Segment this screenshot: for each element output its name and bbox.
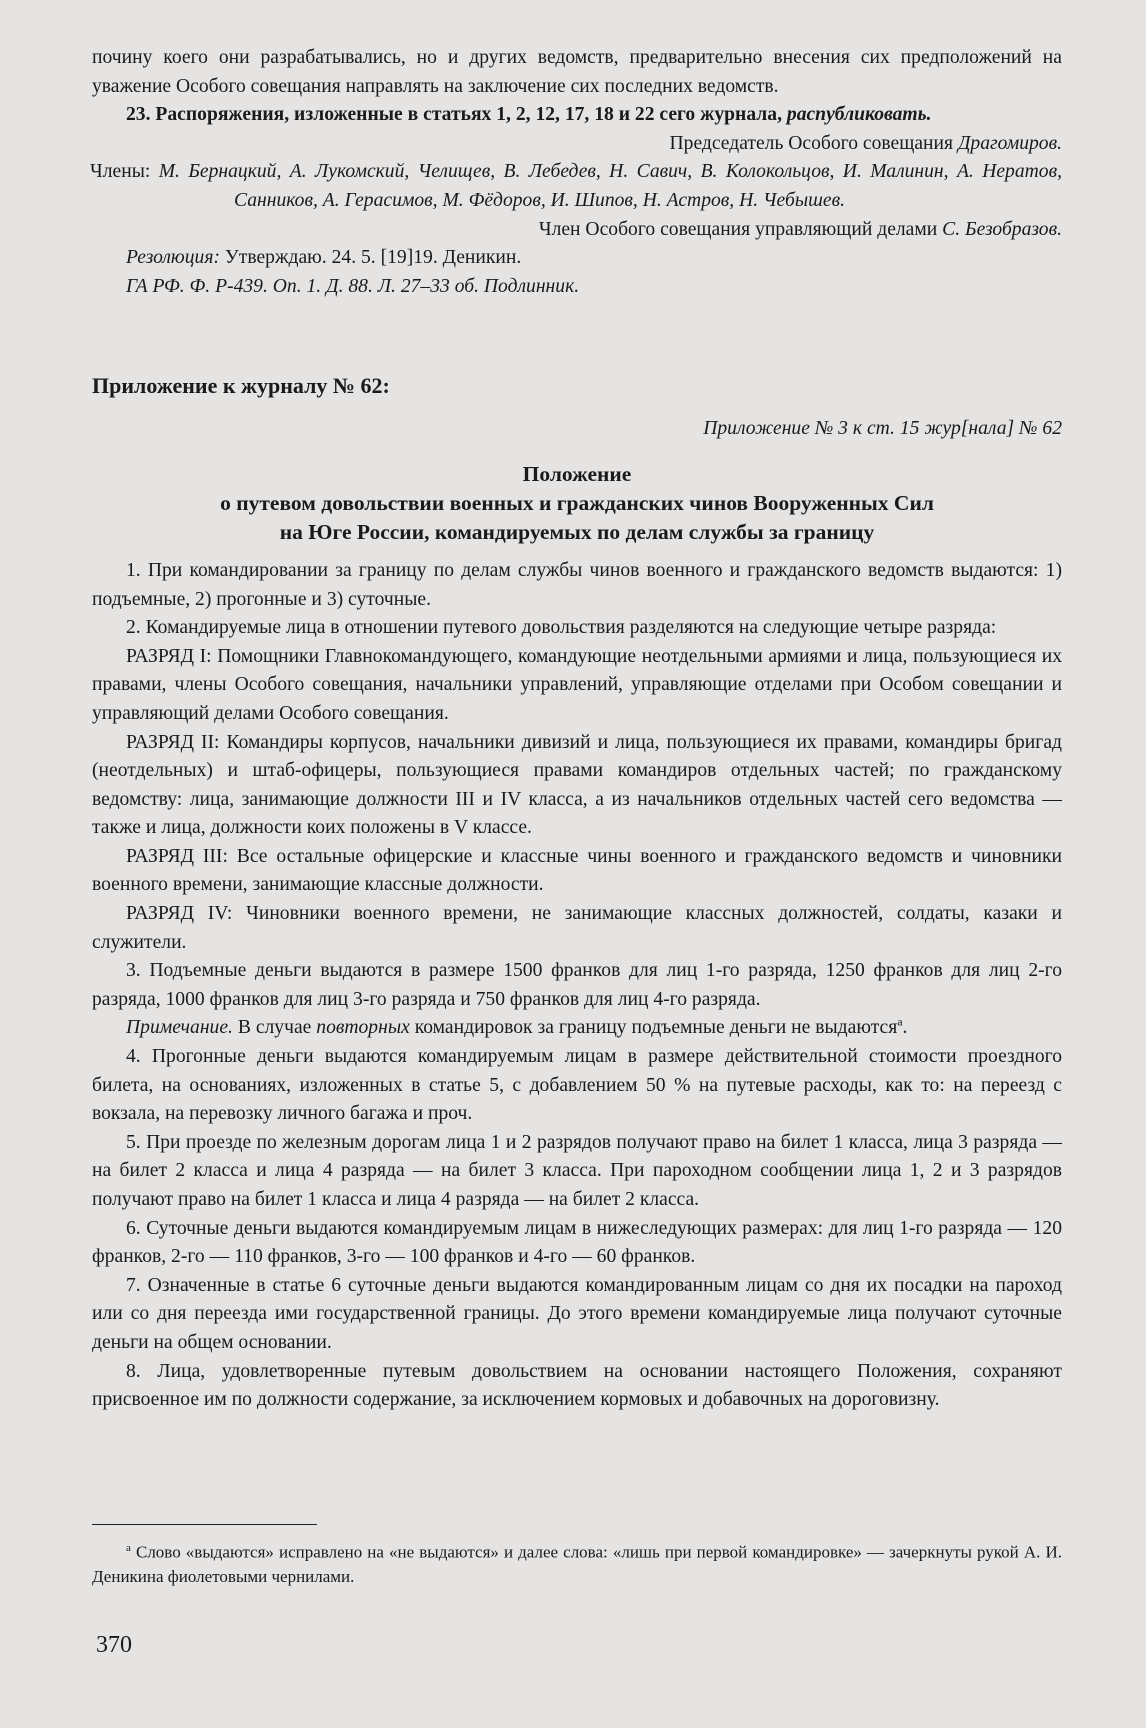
category-3: РАЗРЯД III: Все остальные офицерские и классные чины военного и гражданского ведомств и чиновники военного времени, занимающие классные должности.: [92, 845, 1062, 896]
note-text-a: В случае: [237, 1017, 312, 1039]
appendix-reference: Приложение № 3 к ст. 15 жур[нала] № 62: [703, 418, 1062, 440]
members-line: [92, 158, 1062, 215]
page-number: 370: [96, 1632, 132, 1658]
regulation-body: [92, 557, 1062, 1415]
footnote-divider: [92, 1524, 317, 1525]
note-text-b: командировок за границу подъемные деньги не выдаются: [414, 1017, 898, 1039]
manager-label: Член Особого совещания управляющий делами: [538, 218, 938, 240]
article-3: 3. Подъемные деньги выдаются в размере 1500 франков для лиц 1-го разряда, 1250 франков для лиц 2-го разряда, 1000 франков для лиц 3-го разряда и 750 франков для лиц 4-го разряда.: [92, 960, 1062, 1010]
resolution-text: Утверждаю. 24. 5. [19]19. Деникин.: [224, 247, 522, 269]
regulation-title: [92, 460, 1062, 547]
manager-name: С. Безобразов.: [942, 218, 1062, 240]
resolution-label: Резолюция:: [126, 247, 220, 269]
article-6: 6. Суточные деньги выдаются командируемым лицам в нижеследующих размерах: для лиц 1-го разряда — 120 франков, 2-го — 110 франков, 3-го — 100 франков и 4-го — 60 франков.: [92, 1217, 1062, 1268]
resolution-line: [92, 244, 1062, 273]
archive-reference: ГА РФ. Ф. Р-439. Оп. 1. Д. 88. Л. 27–33 об. Подлинник.: [126, 275, 580, 297]
footnote: [92, 1536, 1062, 1589]
footnote-mark: а: [126, 1542, 131, 1554]
article-1: 1. При командировании за границу по делам службы чинов военного и гражданского ведомств выдаются: 1) подъемные, 2) прогонные и 3) суточные.: [92, 559, 1062, 610]
chairman-line: [92, 130, 1062, 159]
article-8: 8. Лица, удовлетворенные путевым довольствием на основании настоящего Положения, сохраняют присвоенное им по должности содержание, за исключением кормовых и добавочных на дороговизну.: [92, 1360, 1062, 1411]
article-2: 2. Командируемые лица в отношении путевого довольствия разделяются на следующие четыре разряда:: [126, 617, 997, 639]
item-23-text: 23. Распоряжения, изложенные в статьях 1, 2, 12, 17, 18 и 22 сего журнала,: [126, 104, 782, 126]
article-4: 4. Прогонные деньги выдаются командируемым лицам в размере действительной стоимости проездного билета, на основаниях, изложенных в статье 5, с добавлением 50 % на путевые расходы, как то: на переезд с вокзала, на перевозку личного багажа и проч.: [92, 1046, 1062, 1125]
title-line-1: Положение: [522, 461, 632, 486]
title-line-2: о путевом довольствии военных и гражданских чинов Вооруженных Сил: [220, 490, 934, 515]
main-text: [92, 44, 1062, 1415]
footnote-text: Слово «выдаются» исправлено на «не выдаются» и далее слова: «лишь при первой командировке» — зачеркнуты рукой А. И. Деникина фиолетовыми чернилами.: [92, 1542, 1062, 1586]
note-end: .: [902, 1017, 908, 1039]
item-23: [92, 101, 1062, 130]
appendix-heading: Приложение к журналу № 62:: [92, 373, 390, 399]
article-5: 5. При проезде по железным дорогам лица 1 и 2 разрядов получают право на билет 1 класса, лица 3 разряда — на билет 2 класса и лица 4 разряда — на билет 3 класса. При пароходном сообщении лица 1, 2 и 3 разрядов получают право на билет 1 класса и лица 4 разряда — на билет 2 класса.: [92, 1131, 1062, 1210]
manager-line: [92, 216, 1062, 245]
chairman-name: Драгомиров.: [957, 132, 1062, 154]
item-23-italic: распубликовать.: [786, 104, 932, 126]
note-italic: повторных: [316, 1017, 410, 1039]
category-2: РАЗРЯД II: Командиры корпусов, начальники дивизий и лица, пользующиеся их правами, командиры бригад (неотдельных) и штаб-офицеры, пользующиеся правами командиров отдельных частей; по гражданскому ведомству: лица, занимающие должности III и IV класса, а из начальников отдельных частей сего ведомства — также и лица, должности коих положены в V классе.: [92, 731, 1062, 839]
chairman-label: Председатель Особого совещания: [669, 132, 954, 154]
title-line-3: на Юге России, командируемых по делам службы за границу: [279, 519, 875, 544]
article-7: 7. Означенные в статье 6 суточные деньги выдаются командированным лицам со дня их посадки на пароход или со дня переезда ими государственной границы. До этого времени командируемые лица получают суточные деньги на общем основании.: [92, 1274, 1062, 1353]
article-3-note: [92, 1014, 1062, 1043]
category-1: РАЗРЯД I: Помощники Главнокомандующего, командующие неотдельными армиями и лица, пользующиеся их правами, члены Особого совещания, начальники управлений, управляющие отделами при Особом совещании и управляющий делами Особого совещания.: [92, 645, 1062, 724]
footnote-marker: а: [897, 1014, 903, 1029]
continuation-paragraph: почину коего они разрабатывались, но и других ведомств, предварительно внесения сих предположений на уважение Особого совещания направлять на заключение сих последних ведомств.: [92, 47, 1062, 97]
members-names: М. Бернацкий, А. Лукомский, Челищев, В. Лебедев, Н. Савич, В. Колокольцов, И. Малинин, А. Нератов, Санников, А. Герасимов, М. Фёдоров, И. Шипов, Н. Астров, Н. Чебышев.: [158, 161, 1062, 211]
members-label: Члены:: [90, 161, 151, 183]
category-4: РАЗРЯД IV: Чиновники военного времени, не занимающие классных должностей, солдаты, казаки и служители.: [92, 903, 1062, 953]
note-label: Примечание.: [126, 1017, 233, 1039]
